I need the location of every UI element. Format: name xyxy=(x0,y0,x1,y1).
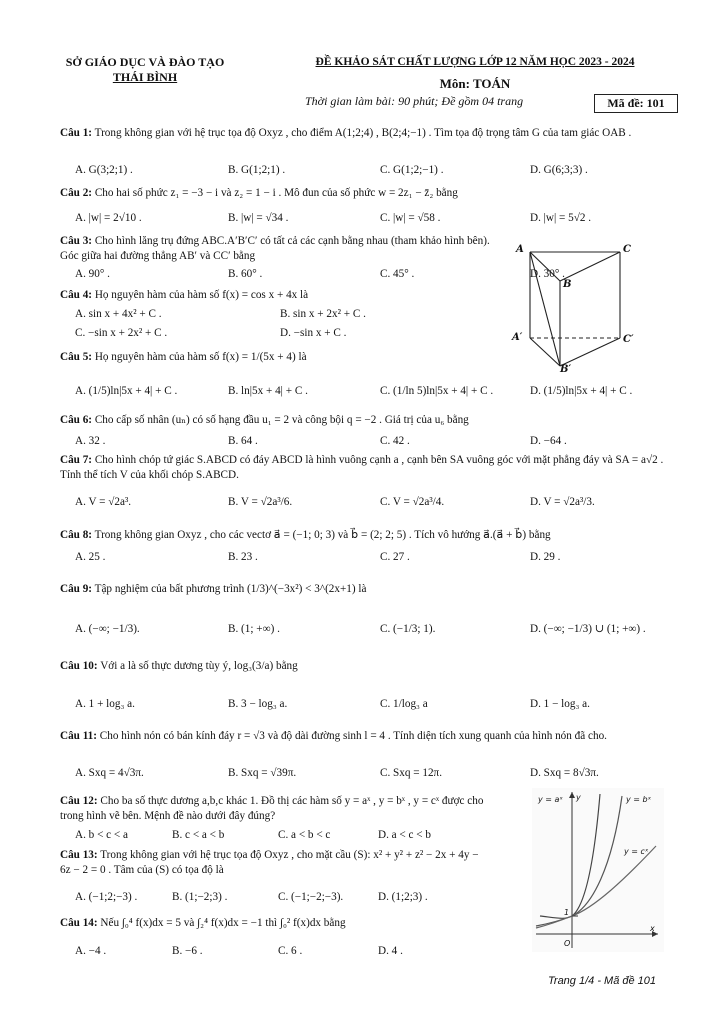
answer-option-a[interactable]: A. Sxq = 4√3π. xyxy=(75,767,144,779)
answer-option-c[interactable]: C. 1/log₃ a xyxy=(380,698,428,710)
province-name: THÁI BÌNH xyxy=(112,70,178,84)
question-number: Câu 11: xyxy=(60,730,97,742)
answer-option-b[interactable]: B. (1;−2;3) . xyxy=(172,891,228,903)
answer-option-c[interactable]: C. |w| = √58 . xyxy=(380,212,441,224)
answer-option-d[interactable]: D. 30° . xyxy=(530,268,565,280)
answer-option-b[interactable]: B. 23 . xyxy=(228,551,258,563)
question-text: Với a là số thực dương tùy ý, log₃(3/a) bằng xyxy=(100,660,298,672)
question-14 xyxy=(60,916,490,931)
question-5 xyxy=(60,350,490,365)
answer-option-a[interactable]: A. |w| = 2√10 . xyxy=(75,212,142,224)
prism-label-c-prime: C′ xyxy=(623,334,634,345)
question-8 xyxy=(60,528,680,543)
answer-option-c[interactable]: C. 42 . xyxy=(380,435,410,447)
answer-option-d[interactable]: D. (1;2;3) . xyxy=(378,891,428,903)
prism-edge xyxy=(560,252,620,281)
answer-option-c[interactable]: C. (−1;−2;−3). xyxy=(278,891,344,903)
answer-option-d[interactable]: D. 1 − log₃ a. xyxy=(530,698,590,710)
answer-option-c[interactable]: C. 27 . xyxy=(380,551,410,563)
answer-option-b[interactable]: B. Sxq = √39π. xyxy=(228,767,297,779)
question-11 xyxy=(60,729,680,744)
label-origin: O xyxy=(564,939,571,948)
answer-option-d[interactable]: D. G(6;3;3) . xyxy=(530,164,588,176)
question-text: Cho hình lăng trụ đứng ABC.A′B′C′ có tất cả các cạnh bằng nhau (tham khảo hình bên). Góc giữa hai đường thẳng AB′ và CC′ bằng xyxy=(60,235,490,262)
exam-time-info: Thời gian làm bài: 90 phút; Đề gồm 04 trang xyxy=(305,94,524,108)
question-number: Câu 6: xyxy=(60,414,93,426)
answer-option-b[interactable]: B. 3 − log₃ a. xyxy=(228,698,288,710)
answer-option-a[interactable]: A. 32 . xyxy=(75,435,106,447)
answer-option-b[interactable]: B. ln|5x + 4| + C . xyxy=(228,385,308,397)
question-3 xyxy=(60,234,490,263)
question-text: Họ nguyên hàm của hàm số f(x) = cos x + 4x là xyxy=(94,289,309,301)
question-number: Câu 12: xyxy=(60,795,98,807)
answer-option-a[interactable]: A. V = √2a³. xyxy=(75,496,132,508)
answer-option-d[interactable]: D. V = √2a³/3. xyxy=(530,496,595,508)
prism-label-c: C xyxy=(623,244,631,255)
answer-option-d[interactable]: D. (−∞; −1/3) ∪ (1; +∞) . xyxy=(530,623,646,635)
question-text: Nếu ∫₀⁴ f(x)dx = 5 và ∫₂⁴ f(x)dx = −1 thì ∫₀² f(x)dx bằng xyxy=(100,917,346,929)
question-4 xyxy=(60,288,490,303)
label-y-axis: y xyxy=(576,793,581,802)
prism-diagonal xyxy=(530,252,560,366)
prism-edge xyxy=(560,338,620,366)
question-number: Câu 2: xyxy=(60,187,93,199)
answer-option-d[interactable]: D. (1/5)ln|5x + 4| + C . xyxy=(530,385,633,397)
answer-option-c[interactable]: C. 6 . xyxy=(278,945,303,957)
answer-option-b[interactable]: B. (1; +∞) . xyxy=(228,623,280,635)
label-y-cx: y = cˣ xyxy=(624,847,649,856)
answer-option-b[interactable]: B. 60° . xyxy=(228,268,263,280)
question-number: Câu 5: xyxy=(60,351,93,363)
answer-option-a[interactable]: A. (−∞; −1/3). xyxy=(75,623,140,635)
question-text: Trong không gian với hệ trục tọa độ Oxyz , cho mặt cầu (S): x² + y² + z² − 2x + 4y − 6z − 2 = 0 . Tâm của (S) có tọa độ là xyxy=(60,849,479,876)
answer-option-b[interactable]: B. |w| = √34 . xyxy=(228,212,289,224)
answer-option-b[interactable]: B. sin x + 2x² + C . xyxy=(280,308,366,320)
question-text: Tập nghiệm của bất phương trình (1/3)^(−3x²) < 3^(2x+1) là xyxy=(94,583,367,595)
answer-option-b[interactable]: B. V = √2a³/6. xyxy=(228,496,293,508)
answer-option-c[interactable]: C. −sin x + 2x² + C . xyxy=(75,327,168,339)
department-header xyxy=(40,55,250,85)
question-1 xyxy=(60,126,680,141)
answer-option-a[interactable]: A. b < c < a xyxy=(75,829,129,841)
question-10 xyxy=(60,659,680,674)
answer-option-d[interactable]: D. 4 . xyxy=(378,945,403,957)
question-text: Cho hình chóp tứ giác S.ABCD có đáy ABCD là hình vuông cạnh a , cạnh bên SA vuông góc với mặt phẳng đáy và SA = a√2 . Tính thể tích V của khối chóp S.ABCD. xyxy=(60,454,664,481)
answer-option-a[interactable]: A. 25 . xyxy=(75,551,106,563)
question-number: Câu 7: xyxy=(60,454,93,466)
answer-option-a[interactable]: A. G(3;2;1) . xyxy=(75,164,133,176)
label-x-axis: x xyxy=(650,924,655,933)
prism-edge xyxy=(530,338,560,366)
answer-option-b[interactable]: B. 64 . xyxy=(228,435,258,447)
answer-option-d[interactable]: D. −sin x + C . xyxy=(280,327,347,339)
exam-header xyxy=(270,55,680,92)
question-text: Trong không gian với hệ trục tọa độ Oxyz , cho điểm A(1;2;4) , B(2;4;−1) . Tìm tọa độ trọng tâm G của tam giác OAB . xyxy=(94,127,632,139)
exam-title: ĐỀ KHẢO SÁT CHẤT LƯỢNG LỚP 12 NĂM HỌC 2023 - 2024 xyxy=(315,56,635,68)
answer-option-a[interactable]: A. 1 + log₃ a. xyxy=(75,698,135,710)
question-text: Cho cấp số nhân (uₙ) có số hạng đầu u₁ = 2 và công bội q = −2 . Giá trị của u₆ bằng xyxy=(94,414,469,426)
prism-edge xyxy=(530,252,560,281)
question-text: Cho ba số thực dương a,b,c khác 1. Đồ thị các hàm số y = aˣ , y = bˣ , y = cˣ được cho trong hình vẽ bên. Mệnh đề nào dưới đây đúng? xyxy=(60,795,484,822)
exam-subject: Môn: TOÁN xyxy=(439,75,511,91)
prism-label-b: B xyxy=(563,279,572,290)
exam-code-box: Mã đề: 101 xyxy=(594,94,678,113)
prism-label-a: A xyxy=(516,244,524,255)
question-text: Họ nguyên hàm của hàm số f(x) = 1/(5x + 4) là xyxy=(94,351,307,363)
answer-option-c[interactable]: C. (1/ln 5)ln|5x + 4| + C . xyxy=(380,385,494,397)
label-y-ax: y = aˣ xyxy=(538,795,563,804)
answer-option-a[interactable]: A. −4 . xyxy=(75,945,107,957)
answer-option-b[interactable]: B. G(1;2;1) . xyxy=(228,164,286,176)
department-name: SỞ GIÁO DỤC VÀ ĐÀO TẠO xyxy=(65,55,225,69)
answer-option-d[interactable]: D. a < c < b xyxy=(378,829,432,841)
question-number: Câu 13: xyxy=(60,849,98,861)
prism-label-b-prime: B′ xyxy=(560,364,572,373)
question-number: Câu 1: xyxy=(60,127,93,139)
question-text: Trong không gian Oxyz , cho các vectơ a⃗ = (−1; 0; 3) và b⃗ = (2; 2; 5) . Tích vô hướng a⃗.(a⃗ + b⃗) bằng xyxy=(94,529,551,541)
answer-option-c[interactable]: C. Sxq = 12π. xyxy=(380,767,443,779)
exponential-graph-figure xyxy=(532,788,664,952)
answer-option-c[interactable]: C. a < b < c xyxy=(278,829,331,841)
question-number: Câu 8: xyxy=(60,529,93,541)
answer-option-d[interactable]: D. −64 . xyxy=(530,435,567,447)
question-number: Câu 4: xyxy=(60,289,93,301)
answer-option-d[interactable]: D. 29 . xyxy=(530,551,561,563)
question-12 xyxy=(60,794,490,823)
answer-option-b[interactable]: B. −6 . xyxy=(172,945,203,957)
answer-option-a[interactable]: A. (−1;2;−3) . xyxy=(75,891,138,903)
question-6 xyxy=(60,413,680,428)
label-y-bx: y = bˣ xyxy=(626,795,652,804)
answer-option-a[interactable]: A. (1/5)ln|5x + 4| + C . xyxy=(75,385,178,397)
answer-option-b[interactable]: B. c < a < b xyxy=(172,829,225,841)
answer-option-c[interactable]: C. (−1/3; 1). xyxy=(380,623,436,635)
label-one: 1 xyxy=(564,908,570,917)
prism-label-a-prime: A′ xyxy=(512,332,523,343)
answer-option-a[interactable]: A. sin x + 4x² + C . xyxy=(75,308,162,320)
question-number: Câu 14: xyxy=(60,917,98,929)
answer-option-d[interactable]: D. Sxq = 8√3π. xyxy=(530,767,599,779)
question-number: Câu 10: xyxy=(60,660,98,672)
answer-option-c[interactable]: C. 45° . xyxy=(380,268,415,280)
question-text: Cho hai số phức z₁ = −3 − i và z₂ = 1 − i . Mô đun của số phức w = 2z₁ − z̄₂ bằng xyxy=(94,187,458,199)
page-footer: Trang 1/4 - Mã đề 101 xyxy=(548,975,657,987)
answer-option-d[interactable]: D. |w| = 5√2 . xyxy=(530,212,592,224)
answer-option-c[interactable]: C. V = √2a³/4. xyxy=(380,496,445,508)
question-number: Câu 3: xyxy=(60,235,93,247)
question-7 xyxy=(60,453,680,482)
answer-option-c[interactable]: C. G(1;2;−1) . xyxy=(380,164,444,176)
prism-figure xyxy=(508,238,638,373)
question-number: Câu 9: xyxy=(60,583,93,595)
question-13 xyxy=(60,848,490,877)
answer-option-a[interactable]: A. 90° . xyxy=(75,268,110,280)
question-text: Cho hình nón có bán kính đáy r = √3 và độ dài đường sinh l = 4 . Tính diện tích xung quanh của hình nón đã cho. xyxy=(99,730,607,742)
question-2 xyxy=(60,186,680,201)
question-9 xyxy=(60,582,680,597)
